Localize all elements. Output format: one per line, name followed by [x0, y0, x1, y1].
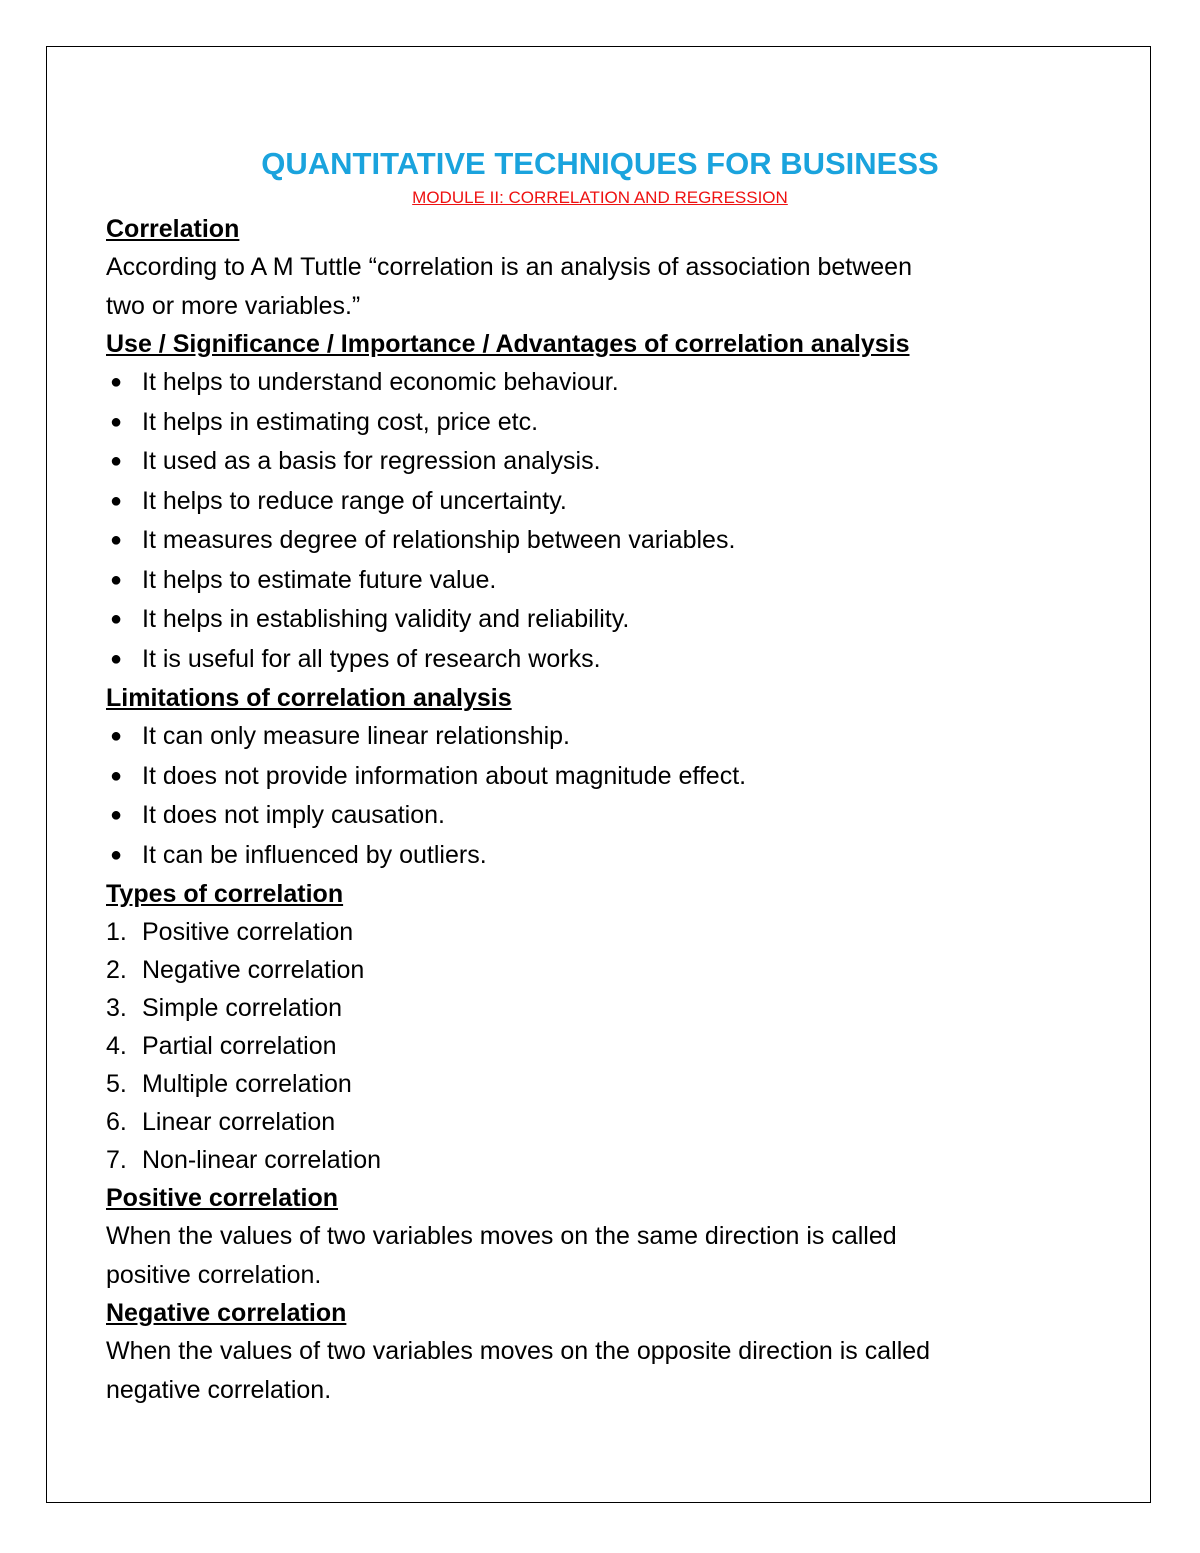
bullet-icon: ● — [110, 843, 123, 866]
bullet-icon: ● — [110, 450, 123, 472]
list-item — [106, 717, 1106, 757]
list-item-text: It is useful for all types of research works. — [142, 644, 601, 673]
list-item-text: Multiple correlation — [142, 1070, 352, 1098]
list-item-text: Negative correlation — [142, 956, 365, 984]
list-item — [106, 1027, 1106, 1065]
list-item-text: It measures degree of relationship between variables. — [142, 526, 736, 554]
bullet-icon: ● — [110, 764, 123, 787]
list-item-text: It does not imply causation. — [142, 801, 445, 829]
list-item-text: It helps in estimating cost, price etc. — [142, 407, 539, 436]
types-heading: Types of correlation — [106, 880, 344, 908]
bullet-icon: ● — [110, 489, 123, 512]
list-item-text: Positive correlation — [142, 918, 354, 946]
list-number: 3. — [106, 994, 127, 1022]
negative-correlation-heading: Negative correlation — [106, 1299, 347, 1327]
document-body — [106, 142, 1106, 1409]
list-item — [106, 951, 1106, 989]
list-number: 5. — [106, 1070, 127, 1098]
list-item — [106, 521, 1106, 561]
list-item-text: It helps to reduce range of uncertainty. — [142, 486, 567, 515]
list-item — [106, 836, 1106, 876]
uses-list — [106, 363, 1106, 679]
correlation-definition-line-2: two or more variables.” — [106, 291, 361, 320]
list-item — [106, 403, 1106, 443]
list-item-text: Linear correlation — [142, 1108, 336, 1136]
positive-correlation-heading: Positive correlation — [106, 1184, 339, 1212]
bullet-icon: ● — [110, 804, 123, 826]
positive-correlation-line-2: positive correlation. — [106, 1260, 322, 1289]
list-item-text: It used as a basis for regression analysis. — [142, 447, 601, 475]
bullet-icon: ● — [110, 371, 123, 393]
list-number: 1. — [106, 918, 127, 946]
list-item — [106, 796, 1106, 836]
list-item — [106, 482, 1106, 522]
list-item-text: It helps in establishing validity and reliability. — [142, 605, 630, 633]
bullet-icon: ● — [110, 529, 123, 551]
list-item — [106, 363, 1106, 403]
module-subtitle: MODULE II: CORRELATION AND REGRESSION — [412, 188, 788, 207]
types-list — [106, 913, 1106, 1179]
list-number: 4. — [106, 1032, 127, 1060]
list-item — [106, 989, 1106, 1027]
positive-correlation-line-1: When the values of two variables moves on the same direction is called — [106, 1222, 897, 1250]
list-item-text: It helps to understand economic behaviour. — [142, 368, 619, 396]
list-number: 6. — [106, 1108, 127, 1136]
bullet-icon: ● — [110, 410, 123, 433]
uses-heading: Use / Significance / Importance / Advantages of correlation analysis — [106, 330, 910, 358]
list-item — [106, 757, 1106, 797]
limitations-heading: Limitations of correlation analysis — [106, 684, 512, 712]
list-number: 2. — [106, 956, 127, 984]
list-item-text: Partial correlation — [142, 1032, 337, 1060]
negative-correlation-line-1: When the values of two variables moves on the opposite direction is called — [106, 1337, 931, 1365]
list-item — [106, 1065, 1106, 1103]
list-item — [106, 561, 1106, 601]
list-item-text: It can be influenced by outliers. — [142, 840, 487, 869]
document-title: QUANTITATIVE TECHNIQUES FOR BUSINESS — [261, 146, 939, 181]
correlation-heading: Correlation — [106, 215, 240, 243]
list-item-text: It can only measure linear relationship. — [142, 722, 571, 750]
list-item — [106, 913, 1106, 951]
list-item-text: Non-linear correlation — [142, 1146, 382, 1174]
bullet-icon: ● — [110, 647, 123, 670]
limitations-list — [106, 717, 1106, 875]
list-item — [106, 1141, 1106, 1179]
correlation-definition-line-1: According to A M Tuttle “correlation is an analysis of association between — [106, 253, 912, 281]
list-item-text: Simple correlation — [142, 994, 343, 1022]
list-item-text: It helps to estimate future value. — [142, 565, 497, 594]
list-item — [106, 1103, 1106, 1141]
bullet-icon: ● — [110, 568, 123, 591]
list-item-text: It does not provide information about magnitude effect. — [142, 761, 747, 790]
list-item — [106, 640, 1106, 680]
list-number: 7. — [106, 1146, 127, 1174]
list-item — [106, 442, 1106, 482]
list-item — [106, 600, 1106, 640]
negative-correlation-line-2: negative correlation. — [106, 1375, 332, 1404]
bullet-icon: ● — [110, 725, 123, 747]
bullet-icon: ● — [110, 608, 123, 630]
